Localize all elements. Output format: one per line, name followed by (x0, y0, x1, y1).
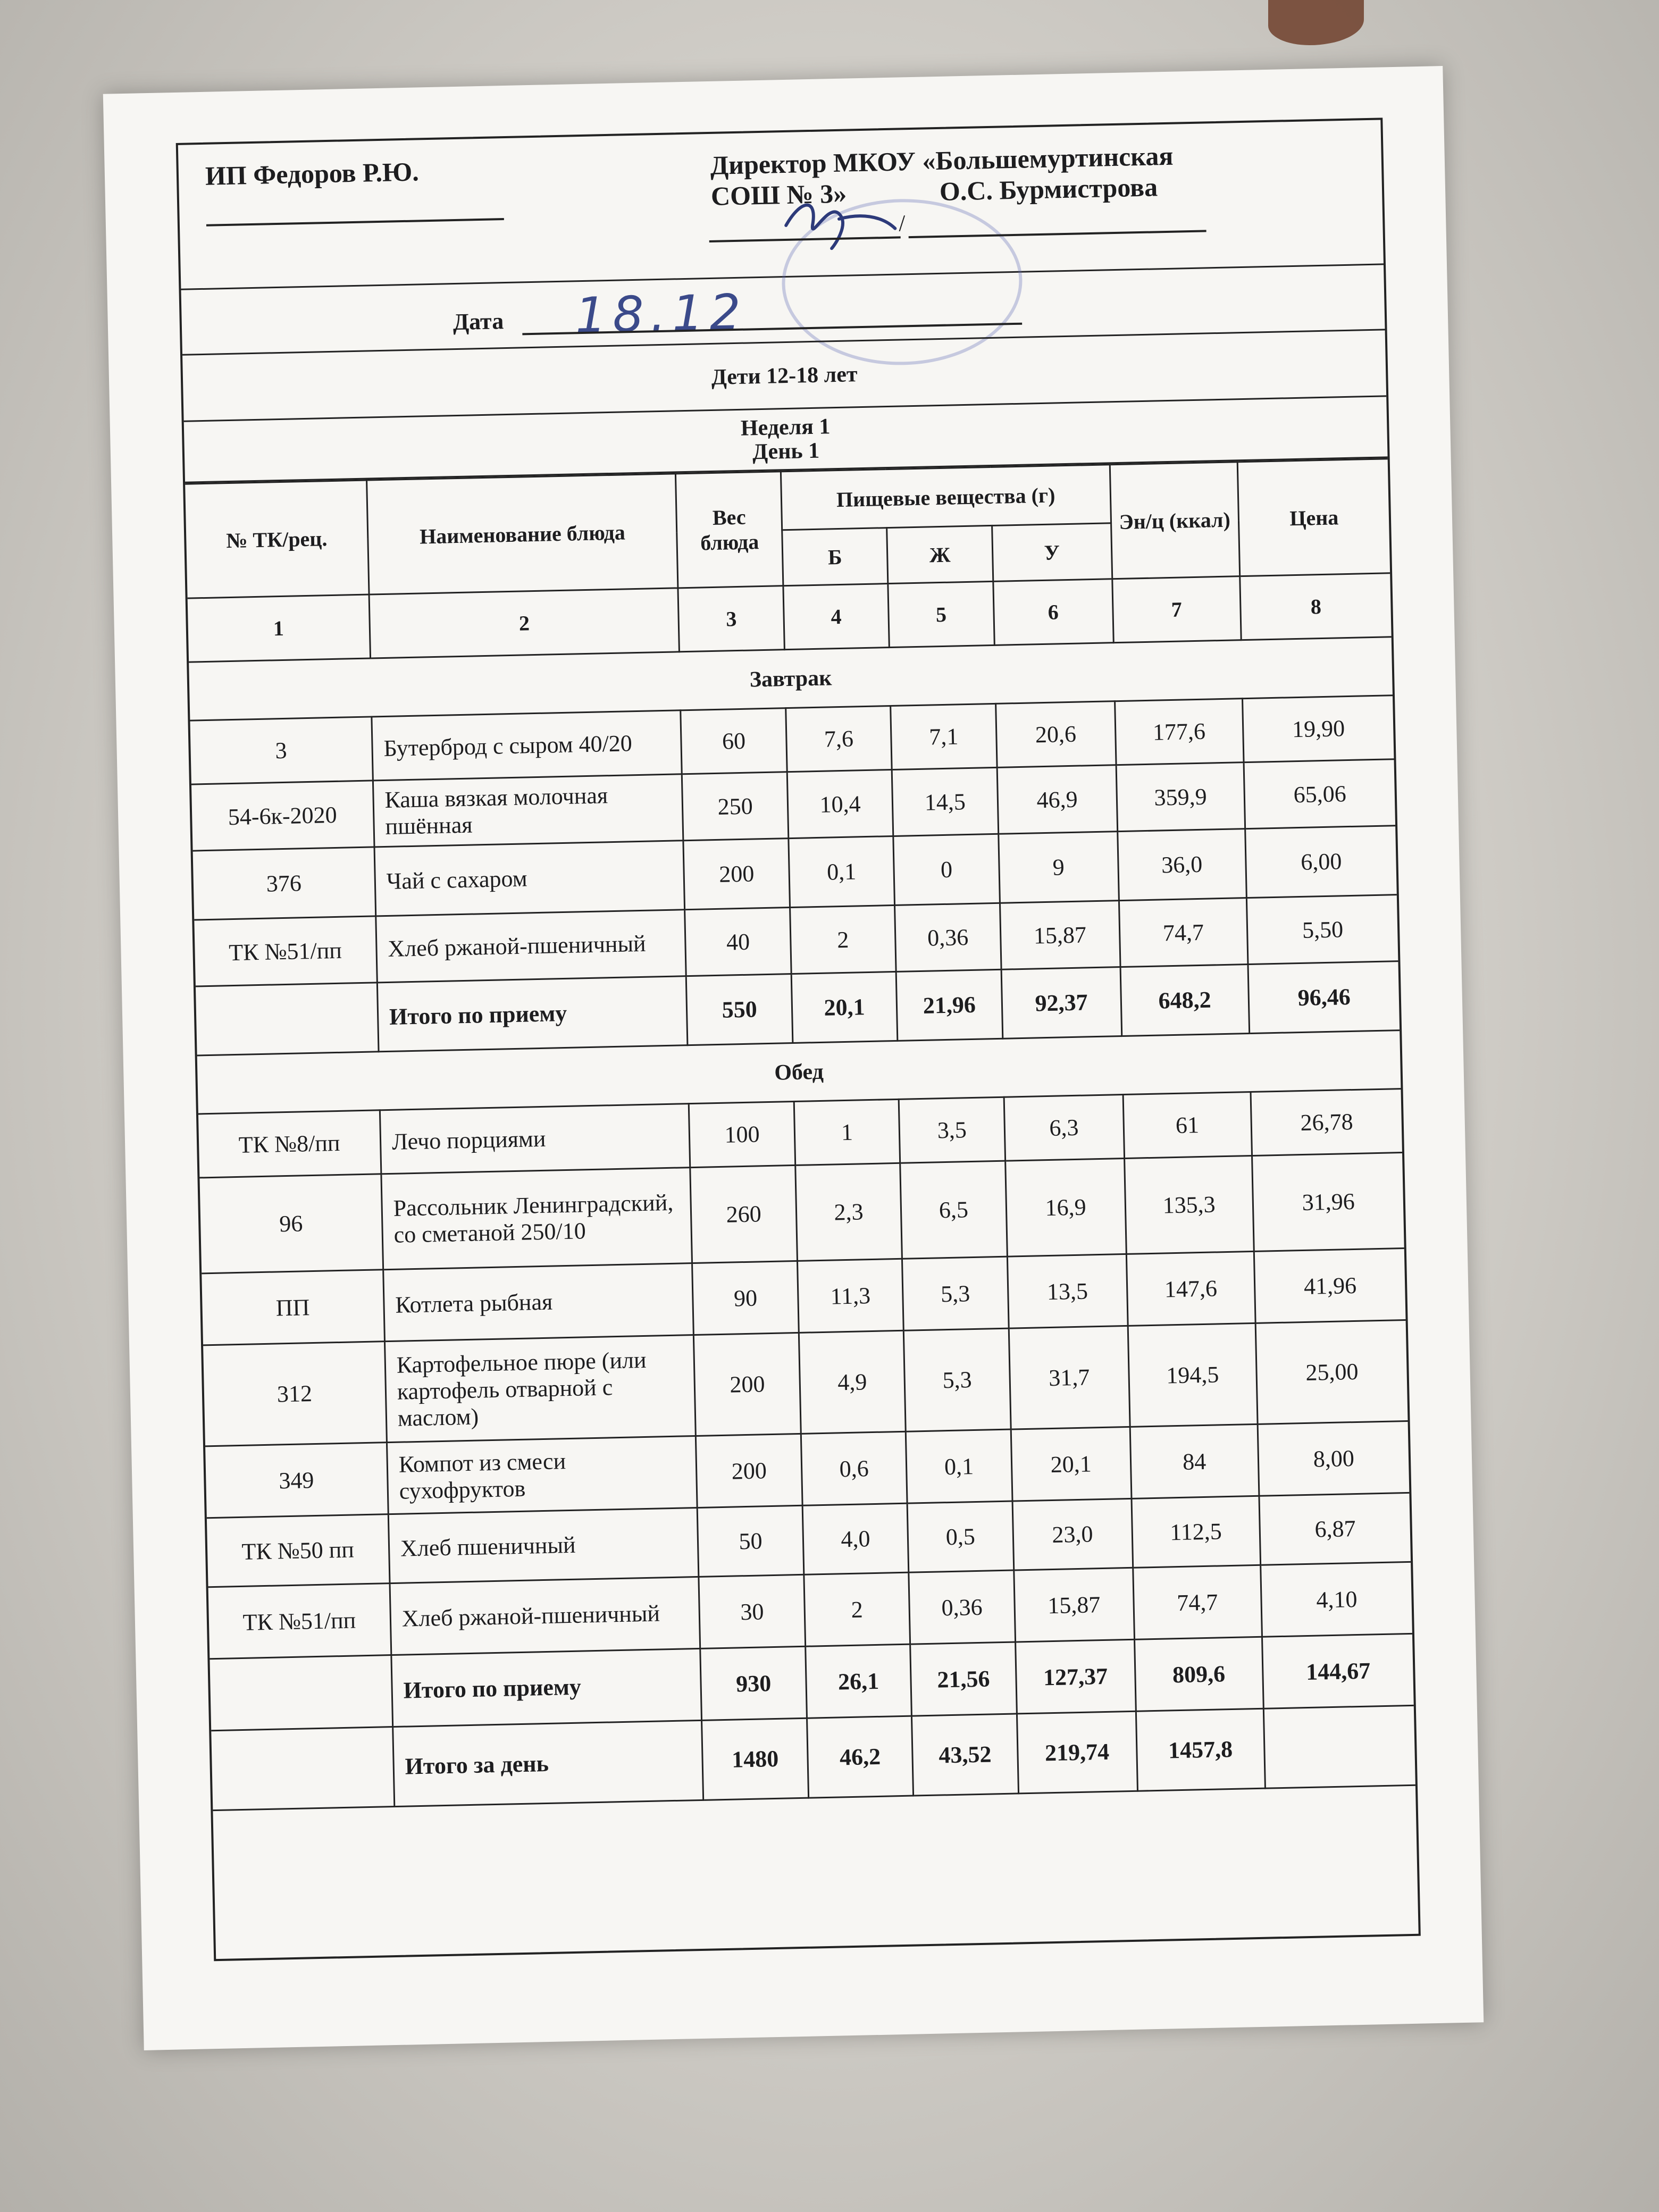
approval-header (178, 120, 1384, 290)
section-breakfast: Завтрак (189, 637, 1393, 720)
col-price: Цена (1237, 459, 1390, 576)
director-name: О.С. Бурмистрова (939, 172, 1158, 206)
cell-total-label: Итого за день (393, 1720, 704, 1806)
wall-stain (1268, 0, 1364, 45)
cell-dish: Хлеб ржаной-пшеничный (390, 1577, 700, 1655)
cell-b: 2 (790, 905, 896, 974)
cell-kcal: 194,5 (1128, 1323, 1258, 1427)
signature-slash: / (898, 210, 906, 237)
cell-price: 144,67 (1262, 1633, 1414, 1708)
cell-kcal: 61 (1123, 1092, 1252, 1159)
cell-price: 19,90 (1242, 696, 1394, 763)
cell-tk: ТК №51/пп (208, 1583, 391, 1659)
cell-b: 1 (794, 1099, 900, 1165)
cell-weight: 90 (692, 1261, 799, 1335)
cell-total-label: Итого по приему (377, 976, 688, 1052)
cell-kcal: 809,6 (1134, 1637, 1263, 1711)
cell-price: 8,00 (1258, 1421, 1410, 1496)
cell-kcal: 74,7 (1119, 898, 1248, 967)
cell-b: 10,4 (787, 769, 893, 838)
cell-kcal: 1457,8 (1136, 1708, 1265, 1791)
cell-empty (196, 983, 379, 1055)
cell-zh: 6,5 (900, 1161, 1007, 1259)
cell-tk: ПП (202, 1270, 384, 1345)
cell-weight: 1480 (702, 1718, 808, 1800)
cell-u: 31,7 (1009, 1326, 1130, 1429)
cell-price: 96,46 (1248, 961, 1400, 1034)
cell-kcal: 112,5 (1132, 1496, 1261, 1568)
cell-tk: 54-6к-2020 (191, 781, 374, 851)
age-group: Дети 12-18 лет (182, 330, 1386, 422)
col-dish: Наименование блюда (366, 474, 678, 594)
section-lunch: Обед (197, 1030, 1401, 1114)
cell-price: 4,10 (1260, 1562, 1412, 1637)
cell-zh: 0,5 (907, 1501, 1013, 1572)
cell-u: 6,3 (1004, 1095, 1125, 1161)
cell-weight: 550 (686, 974, 793, 1045)
cell-zh: 0,1 (906, 1429, 1012, 1503)
cell-u: 46,9 (997, 765, 1118, 834)
cell-b: 4,0 (802, 1503, 909, 1574)
col-number: 8 (1239, 573, 1391, 640)
cell-b: 2 (804, 1572, 910, 1646)
cell-dish: Чай с сахаром (374, 841, 685, 916)
cell-weight: 200 (683, 839, 790, 910)
menu-table (185, 458, 1415, 1811)
week-label: Неделя 1 (740, 414, 831, 441)
cell-dish: Картофельное пюре (или картофель отварной с маслом) (384, 1335, 696, 1443)
cell-kcal: 74,7 (1133, 1565, 1262, 1639)
cell-dish: Компот из смеси сухофруктов (387, 1436, 697, 1514)
school-name: СОШ № 3» (710, 178, 847, 211)
cell-zh: 7,1 (891, 703, 997, 769)
cell-u: 16,9 (1005, 1159, 1126, 1257)
cell-tk: ТК №50 пп (207, 1514, 390, 1587)
col-zh: Ж (887, 525, 993, 583)
cell-zh: 14,5 (892, 767, 998, 836)
director-signature (780, 191, 898, 253)
cell-price: 26,78 (1251, 1089, 1402, 1156)
col-nutrients: Пищевые вещества (г) (781, 465, 1111, 530)
cell-u: 13,5 (1007, 1254, 1128, 1328)
menu-sheet (103, 66, 1484, 2050)
supplier-signature-line (206, 218, 504, 227)
blank-footer (213, 1786, 1418, 1949)
cell-dish: Лечо порциями (380, 1104, 690, 1174)
cell-kcal: 648,2 (1120, 965, 1250, 1036)
col-tk: № ТК/рец. (185, 480, 369, 598)
cell-zh: 0,36 (909, 1570, 1015, 1644)
cell-tk: ТК №51/пп (194, 916, 377, 986)
cell-b: 7,6 (786, 706, 892, 772)
cell-zh: 21,56 (910, 1642, 1017, 1716)
cell-tk: ТК №8/пп (198, 1110, 381, 1178)
cell-tk: 349 (205, 1443, 388, 1518)
col-weight: Вес блюда (676, 472, 783, 588)
menu-frame (176, 118, 1421, 1961)
cell-zh: 3,5 (899, 1097, 1005, 1163)
cell-u: 20,1 (1011, 1427, 1132, 1501)
col-number: 5 (888, 581, 994, 647)
cell-zh: 5,3 (903, 1328, 1010, 1431)
cell-weight: 100 (689, 1101, 795, 1167)
day-label: День 1 (752, 438, 820, 465)
cell-dish: Рассольник Ленинградский, со сметаной 250/10 (381, 1168, 692, 1270)
col-number: 2 (369, 588, 680, 658)
cell-kcal: 84 (1130, 1424, 1259, 1498)
director-block (710, 140, 1174, 212)
cell-empty (210, 1655, 392, 1731)
cell-price: 41,96 (1254, 1249, 1406, 1323)
cell-kcal: 177,6 (1115, 699, 1244, 765)
col-number: 1 (188, 594, 371, 662)
cell-zh: 5,3 (902, 1256, 1009, 1330)
cell-price: 5,50 (1246, 895, 1398, 965)
cell-price: 6,87 (1259, 1493, 1411, 1565)
cell-b: 11,3 (797, 1259, 903, 1333)
col-b: Б (782, 528, 889, 586)
cell-weight: 200 (694, 1333, 801, 1436)
cell-kcal: 135,3 (1124, 1155, 1254, 1254)
cell-tk: 312 (203, 1342, 387, 1446)
cell-kcal: 36,0 (1117, 829, 1246, 901)
col-energy: Эн/ц (ккал) (1110, 462, 1240, 579)
cell-zh: 0 (893, 834, 1000, 905)
col-number: 7 (1112, 576, 1241, 643)
cell-b: 2,3 (795, 1163, 902, 1261)
cell-price: 25,00 (1255, 1320, 1408, 1424)
cell-empty (211, 1727, 394, 1811)
cell-zh: 43,52 (912, 1714, 1018, 1796)
date-label: Дата (453, 308, 504, 336)
col-number: 4 (783, 584, 890, 650)
cell-u: 23,0 (1012, 1498, 1133, 1570)
cell-u: 92,37 (1001, 967, 1122, 1039)
cell-u: 20,6 (995, 701, 1116, 768)
cell-u: 127,37 (1015, 1639, 1136, 1714)
cell-b: 4,9 (799, 1330, 906, 1434)
supplier-name: ИП Федоров Р.Ю. (205, 156, 420, 191)
cell-price: 65,06 (1244, 759, 1395, 829)
cell-kcal: 147,6 (1126, 1251, 1255, 1326)
cell-b: 26,1 (805, 1644, 911, 1718)
cell-weight: 40 (685, 908, 791, 976)
cell-b: 0,6 (801, 1431, 907, 1505)
cell-dish: Котлета рыбная (383, 1263, 694, 1342)
cell-weight: 60 (681, 708, 787, 774)
cell-weight: 50 (698, 1505, 804, 1577)
cell-zh: 0,36 (895, 903, 1001, 971)
cell-u: 15,87 (1000, 901, 1120, 970)
col-u: У (992, 523, 1112, 582)
cell-tk: 3 (190, 717, 373, 784)
cell-b: 20,1 (791, 971, 898, 1043)
cell-u: 9 (998, 832, 1119, 903)
col-number: 6 (993, 579, 1113, 646)
cell-dish: Каша вязкая молочная пшённая (373, 774, 683, 847)
cell-tk: 376 (193, 847, 376, 920)
cell-price (1263, 1705, 1415, 1788)
date-value: 18.12 (574, 283, 748, 345)
cell-weight: 930 (700, 1646, 807, 1720)
cell-weight: 260 (690, 1165, 797, 1263)
cell-price: 31,96 (1252, 1153, 1404, 1252)
cell-weight: 200 (696, 1434, 802, 1507)
cell-weight: 30 (699, 1574, 805, 1648)
cell-weight: 250 (682, 772, 789, 841)
cell-dish: Хлеб пшеничный (388, 1507, 699, 1583)
cell-b: 0,1 (789, 836, 895, 907)
cell-kcal: 359,9 (1116, 763, 1245, 832)
cell-u: 219,74 (1017, 1711, 1137, 1794)
cell-b: 46,2 (807, 1716, 913, 1798)
cell-total-label: Итого по приему (391, 1648, 702, 1727)
cell-tk: 96 (199, 1174, 383, 1273)
col-number: 3 (678, 586, 784, 652)
cell-price: 6,00 (1245, 826, 1396, 898)
cell-dish: Хлеб ржаной-пшеничный (376, 910, 686, 983)
cell-zh: 21,96 (896, 969, 1002, 1041)
director-title: Директор МКОУ «Большемуртинская (710, 140, 1174, 180)
cell-u: 15,87 (1013, 1568, 1134, 1642)
cell-dish: Бутерброд с сыром 40/20 (372, 710, 682, 781)
